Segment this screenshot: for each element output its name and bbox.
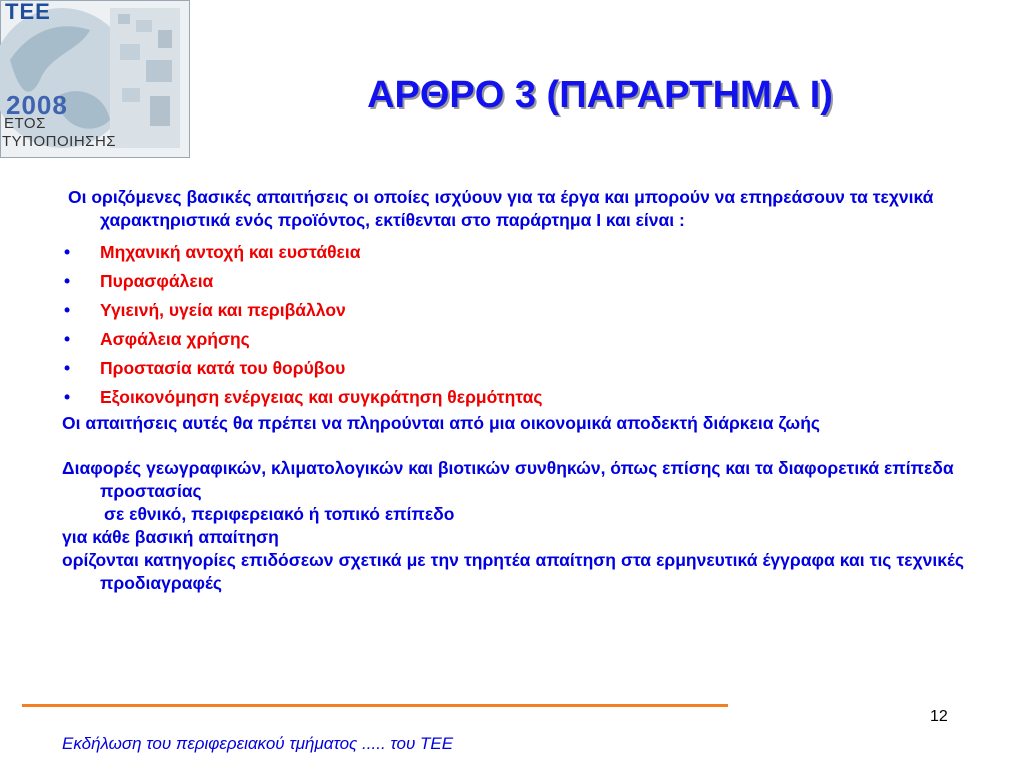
bullet-icon: • xyxy=(64,300,71,320)
requirement-text: Πυρασφάλεια xyxy=(100,271,214,291)
differences-paragraph: Διαφορές γεωγραφικών, κλιματολογικών και βιοτικών συνθηκών, όπως επίσης και τα διαφορετικά επίπεδα προστασίας xyxy=(62,458,954,501)
list-item xyxy=(62,267,964,296)
logo-line-2: ΤΥΠΟΠΟΙΗΣΗΣ xyxy=(2,133,117,150)
logo-year: 2008 xyxy=(6,90,68,120)
slide-title: ΑΡΘΡΟ 3 (ΠΑΡΑΡΤΗΜΑ Ι) xyxy=(367,74,833,116)
requirement-text: Προστασία κατά του θορύβου xyxy=(100,358,346,378)
list-item xyxy=(62,383,964,412)
requirement-text: Υγιεινή, υγεία και περιβάλλον xyxy=(100,300,346,320)
footer-text: Εκδήλωση του περιφερειακού τμήματος ..... του ΤΕΕ xyxy=(62,734,454,753)
list-item xyxy=(62,296,964,325)
list-item xyxy=(62,238,964,267)
bullet-icon: • xyxy=(64,358,71,378)
requirement-text: Μηχανική αντοχή και ευστάθεια xyxy=(100,242,361,262)
bullet-icon: • xyxy=(64,329,71,349)
requirements-list xyxy=(62,238,964,412)
categories-paragraph: ορίζονται κατηγορίες επιδόσεων σχετικά με την τηρητέα απαίτηση στα ερμηνευτικά έγγραφα και τις τεχνικές προδιαγραφές xyxy=(62,550,964,593)
list-item xyxy=(62,325,964,354)
footer-divider xyxy=(22,704,728,707)
page-number: 12 xyxy=(930,708,948,725)
requirement-text: Εξοικονόμηση ενέργειας και συγκράτηση θερμότητας xyxy=(100,387,543,407)
list-item xyxy=(62,354,964,383)
requirement-text: Ασφάλεια χρήσης xyxy=(100,329,250,349)
logo-brand: TEE xyxy=(5,0,51,24)
levels-line: σε εθνικό, περιφερειακό ή τοπικό επίπεδο xyxy=(104,504,455,524)
per-requirement-line: για κάθε βασική απαίτηση xyxy=(62,527,279,547)
logo-line-1: ΕΤΟΣ xyxy=(4,115,46,132)
intro-paragraph: Οι οριζόμενες βασικές απαιτήσεις οι οποίες ισχύουν για τα έργα και μπορούν να επηρεάσουν τα τεχνικά χαρακτηριστικά ενός προϊόντος, εκτίθενται στο παράρτημα Ι και είναι : xyxy=(68,187,934,230)
bullet-icon: • xyxy=(64,242,71,262)
bullet-icon: • xyxy=(64,271,71,291)
bullet-icon: • xyxy=(64,387,71,407)
slide-body xyxy=(62,186,964,595)
tee-logo xyxy=(0,0,190,158)
lifetime-paragraph: Οι απαιτήσεις αυτές θα πρέπει να πληρούνται από μια οικονομικά αποδεκτή διάρκεια ζωής xyxy=(62,413,820,433)
